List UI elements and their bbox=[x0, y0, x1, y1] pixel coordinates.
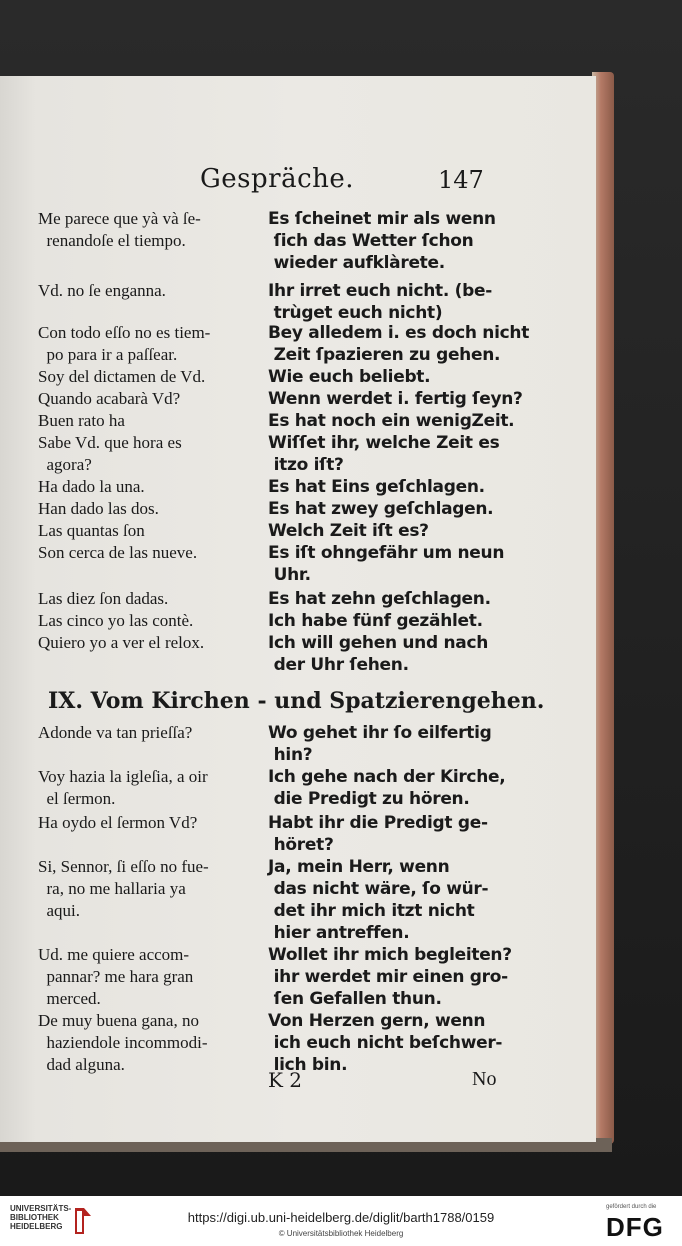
spanish-text: Ha dado la una. bbox=[38, 477, 145, 496]
dfg-logo: DFG bbox=[606, 1212, 664, 1242]
signature-mark: K 2 bbox=[268, 1068, 303, 1092]
permalink-url[interactable]: https://digi.ub.uni-heidelberg.de/diglit/barth1788/0159 bbox=[187, 1210, 495, 1225]
german-text: Wie euch beliebt. bbox=[268, 367, 431, 387]
spanish-text: Soy del dictamen de Vd. bbox=[38, 367, 206, 386]
spanish-text: Las diez ſon dadas. bbox=[38, 589, 169, 608]
german-text: Wiſſet ihr, welche Zeit es itzo iſt? bbox=[268, 433, 500, 475]
german-text: Ihr irret euch nicht. (be- trùget euch nicht) bbox=[268, 281, 492, 323]
copyright-text: © Universitätsbibliothek Heidelberg bbox=[278, 1229, 404, 1238]
viewer-footer bbox=[0, 1196, 682, 1246]
page-header bbox=[0, 164, 596, 204]
spanish-text: Si, Sennor, ſi eſſo no fue- ra, no me hallaria ya aqui. bbox=[38, 857, 209, 920]
spanish-text: Son cerca de las nueve. bbox=[38, 543, 198, 562]
german-text: Bey alledem i. es doch nicht Zeit ſpazieren zu gehen. bbox=[268, 323, 530, 365]
library-logo-text: UNIVERSITÄTS- BIBLIOTHEK HEIDELBERG bbox=[10, 1204, 72, 1231]
german-text: Es hat noch ein wenigZeit. bbox=[268, 411, 515, 431]
spanish-text: Adonde va tan prieſſa? bbox=[38, 723, 193, 742]
spanish-text: Voy hazia la igleſia, a oir el ſermon. bbox=[38, 767, 208, 808]
spanish-text: Sabe Vd. que hora es agora? bbox=[38, 433, 182, 474]
german-text: Es iſt ohngefähr um neun Uhr. bbox=[268, 543, 505, 585]
spanish-text: Ha oydo el ſermon Vd? bbox=[38, 813, 198, 832]
spanish-text: Buen rato ha bbox=[38, 411, 125, 430]
spanish-text: Han dado las dos. bbox=[38, 499, 159, 518]
german-text: Ich habe fünf gezählet. bbox=[268, 611, 483, 631]
german-text: Ja, mein Herr, wenn das nicht wäre, ſo wür- det ihr mich itzt nicht hier antreffen. bbox=[268, 857, 489, 943]
german-text: Es hat zehn geſchlagen. bbox=[268, 589, 491, 609]
german-text: Habt ihr die Predigt ge- höret? bbox=[268, 813, 488, 855]
spanish-text: Las quantas ſon bbox=[38, 521, 145, 540]
funder-note: gefördert durch die bbox=[606, 1204, 657, 1210]
catchword: No bbox=[472, 1068, 497, 1090]
german-text: Wo gehet ihr ſo eilfertig hin? bbox=[268, 723, 492, 765]
german-text: Von Herzen gern, wenn ich euch nicht beſchwer- lich bin. bbox=[268, 1011, 503, 1075]
spanish-text: Ud. me quiere accom- pannar? me hara gran merced. bbox=[38, 945, 194, 1008]
german-text: Es hat zwey geſchlagen. bbox=[268, 499, 494, 519]
spanish-text: Quando acabarà Vd? bbox=[38, 389, 181, 408]
running-head: Gespräche. bbox=[200, 164, 355, 194]
german-text: Ich gehe nach der Kirche, die Predigt zu hören. bbox=[268, 767, 506, 809]
german-text: Wenn werdet i. fertig ſeyn? bbox=[268, 389, 523, 409]
german-text: Wollet ihr mich begleiten? ihr werdet mir einen gro- ſen Gefallen thun. bbox=[268, 945, 512, 1009]
page-number: 147 bbox=[438, 166, 484, 194]
german-text: Ich will gehen und nach der Uhr ſehen. bbox=[268, 633, 489, 675]
spanish-text: Me parece que yà và ſe- renandoſe el tiempo. bbox=[38, 209, 201, 250]
spanish-text: Las cinco yo las contè. bbox=[38, 611, 194, 630]
book-page bbox=[0, 76, 596, 1142]
spanish-text: Quiero yo a ver el relox. bbox=[38, 633, 205, 652]
german-text: Es ſcheinet mir als wenn ſich das Wetter ſchon wieder aufklàrete. bbox=[268, 209, 496, 273]
spanish-text: De muy buena gana, no haziendole incommodi- dad alguna. bbox=[38, 1011, 208, 1074]
german-text: Welch Zeit iſt es? bbox=[268, 521, 429, 541]
spanish-text: Con todo eſſo no es tiem- po para ir a paſſear. bbox=[38, 323, 211, 364]
german-text: Es hat Eins geſchlagen. bbox=[268, 477, 485, 497]
section-heading: IX. Vom Kirchen - und Spatzierengehen. bbox=[48, 688, 545, 714]
spanish-text: Vd. no ſe enganna. bbox=[38, 281, 166, 300]
